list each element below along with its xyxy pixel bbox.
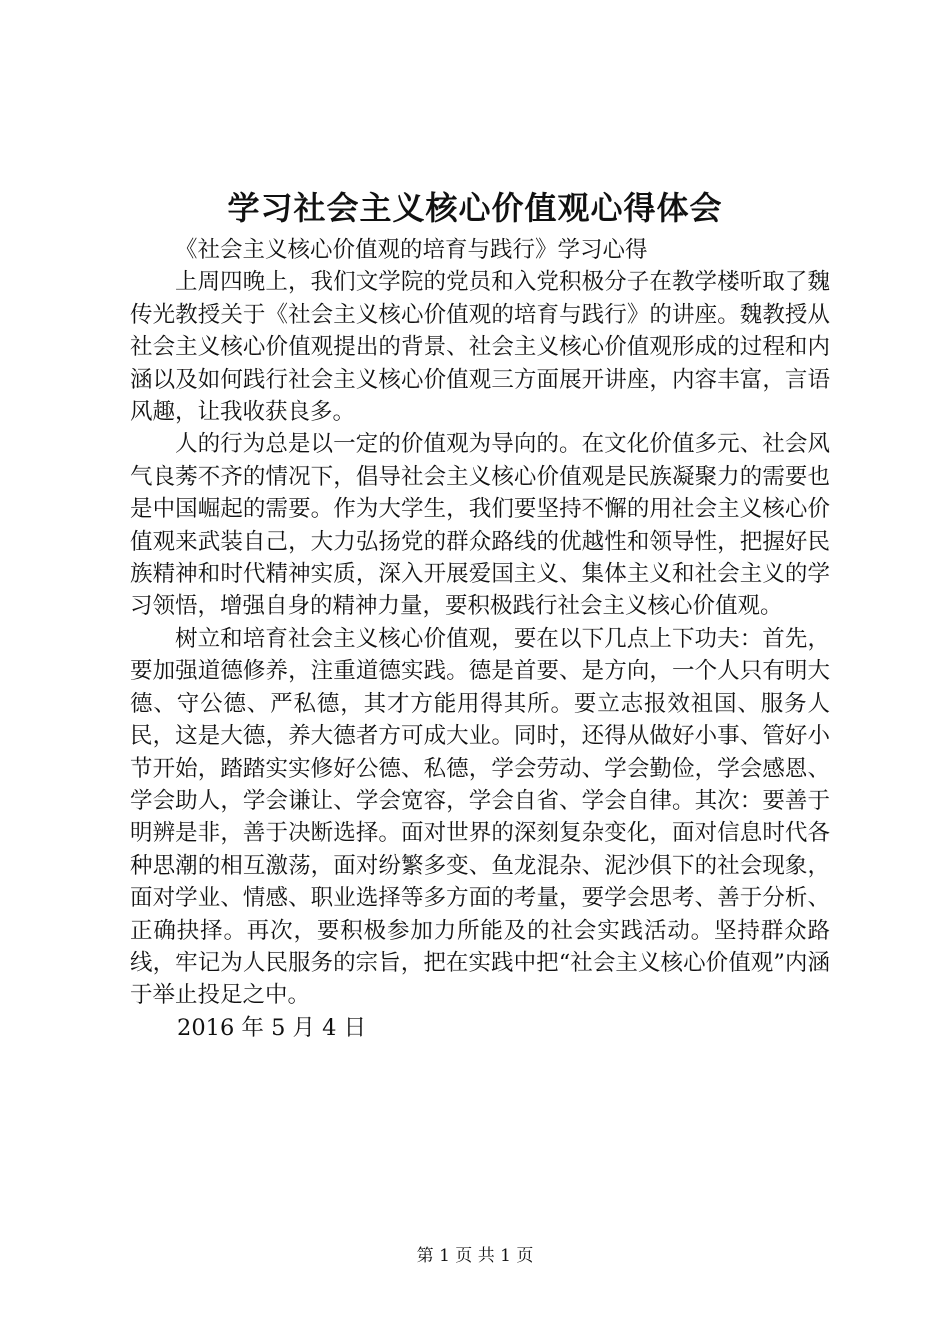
body-paragraph-2: 人的行为总是以一定的价值观为导向的。在文化价值多元、社会风气良莠不齐的情况下，倡导社会主义核心价值观是民族凝聚力的需要也是中国崛起的需要。作为大学生，我们要坚持不懈的用社会主义核心价值观来武装自己，大力弘扬党的群众路线的优越性和领导性，把握好民族精神和时代精神实质，深入开展爱国主义、集体主义和社会主义的学习领悟，增强自身的精神力量，要积极践行社会主义核心价值观。 (130, 431, 830, 620)
document-body (130, 234, 830, 1044)
document-date: 2016 年 5 月 4 日 (177, 1014, 367, 1041)
document-subtitle: 《社会主义核心价值观的培育与践行》学习心得 (175, 237, 648, 263)
document-title: 学习社会主义核心价值观心得体会 (227, 189, 723, 227)
body-paragraph-3: 树立和培育社会主义核心价值观，要在以下几点上下功夫：首先，要加强道德修养，注重道德实践。德是首要、是方向，一个人只有明大德、守公德、严私德，其才方能用得其所。要立志报效祖国、服务人民，这是大德，养大德者方可成大业。同时，还得从做好小事、管好小节开始，踏踏实实修好公德、私德，学会劳动、学会勤俭，学会感恩、学会助人，学会谦让、学会宽容，学会自省、学会自律。其次：要善于明辨是非，善于决断选择。面对世界的深刻复杂变化，面对信息时代各种思潮的相互激荡，面对纷繁多变、鱼龙混杂、泥沙俱下的社会现象，面对学业、情感、职业选择等多方面的考量，要学会思考、善于分析、正确抉择。再次，要积极参加力所能及的社会实践活动。坚持群众路线，牢记为人民服务的宗旨，把在实践中把“社会主义核心价值观”内涵于举止投足之中。 (130, 625, 830, 1009)
body-paragraph-1: 上周四晚上，我们文学院的党员和入党积极分子在教学楼听取了魏传光教授关于《社会主义核心价值观的培育与践行》的讲座。魏教授从社会主义核心价值观提出的背景、社会主义核心价值观形成的过程和内涵以及如何践行社会主义核心价值观三方面展开讲座，内容丰富，言语风趣，让我收获良多。 (130, 269, 830, 426)
page-footer: 第 1 页 共 1 页 (416, 1246, 534, 1266)
